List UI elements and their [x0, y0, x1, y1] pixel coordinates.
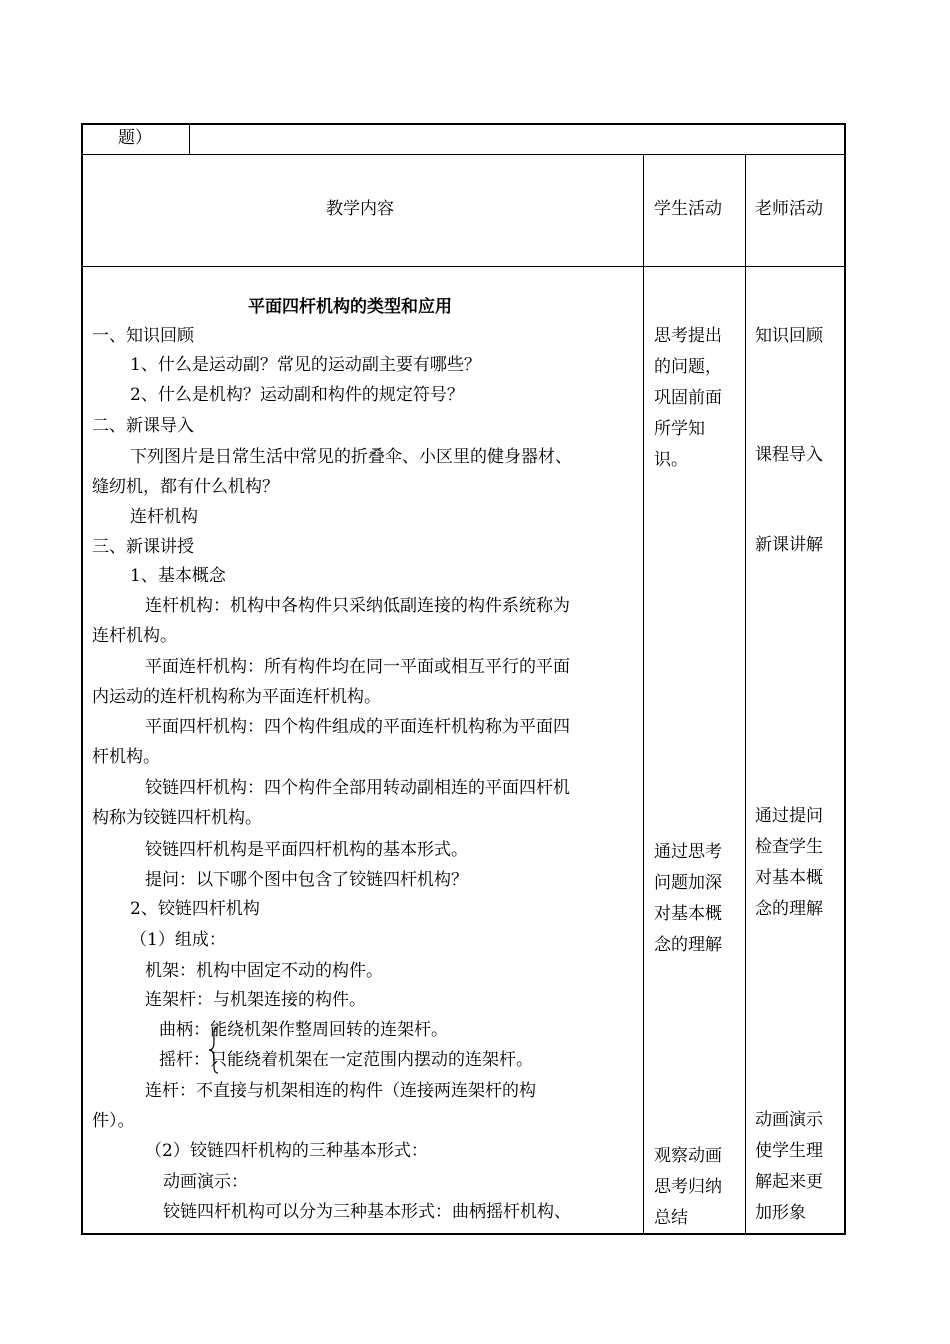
content-line: （2）铰链四杆机构的三种基本形式：: [145, 1141, 428, 1161]
top-row-divider: [189, 123, 190, 155]
content-line: 连架杆：与机架连接的构件。: [145, 990, 366, 1010]
student-activity-3: 观察动画 思考归纳 总结: [654, 1146, 722, 1228]
content-line: 1、什么是运动副？常见的运动副主要有哪些？: [130, 355, 481, 375]
teacher-activity-2: 课程导入: [755, 445, 823, 465]
content-line: 二、新课导入: [92, 416, 194, 436]
content-line: 铰链四杆机构：四个构件全部用转动副相连的平面四杆机: [145, 778, 570, 798]
col-divider-student: [745, 154, 746, 1235]
content-line: 内运动的连杆机构称为平面连杆机构。: [92, 687, 381, 707]
content-line: 平面连杆机构：所有构件均在同一平面或相互平行的平面: [145, 657, 570, 677]
header-content: 教学内容: [326, 199, 394, 219]
student-activity-1: 思考提出 的问题， 巩固前面 所学知 识。: [654, 326, 722, 470]
teacher-activity-1: 知识回顾: [755, 326, 823, 346]
content-line: 连杆机构。: [92, 626, 177, 646]
header-teacher: 老师活动: [755, 199, 823, 219]
content-line: 一、知识回顾: [92, 326, 194, 346]
content-line: 动画演示：: [163, 1172, 248, 1192]
content-line: 2、什么是机构？运动副和构件的规定符号？: [130, 385, 464, 405]
teacher-activity-5: 动画演示 使学生理 解起来更 加形象: [755, 1110, 823, 1223]
content-line: 1、基本概念: [130, 566, 226, 586]
content-line: 铰链四杆机构是平面四杆机构的基本形式。: [145, 840, 468, 860]
row-divider-header: [81, 266, 846, 267]
content-line: 铰链四杆机构可以分为三种基本形式：曲柄摇杆机构、: [163, 1202, 571, 1222]
content-line: 机架：机构中固定不动的构件。: [145, 961, 383, 981]
col-divider-content: [643, 154, 644, 1235]
row-divider-top: [81, 154, 846, 155]
teacher-activity-4: 通过提问 检查学生 对基本概 念的理解: [755, 806, 823, 919]
content-line: 杆机构。: [92, 747, 160, 767]
top-row-label: 题）: [118, 128, 152, 148]
content-line: 2、铰链四杆机构: [130, 899, 260, 919]
content-line: 连杆机构: [130, 507, 198, 527]
curly-brace-icon: [208, 1026, 220, 1074]
student-activity-2: 通过思考 问题加深 对基本概 念的理解: [654, 842, 722, 955]
content-line: 连杆机构：机构中各构件只采纳低副连接的构件系统称为: [145, 596, 570, 616]
section-title: 平面四杆机构的类型和应用: [248, 297, 452, 317]
header-student: 学生活动: [654, 199, 722, 219]
content-line: 三、新课讲授: [92, 537, 194, 557]
content-line: 摇杆：只能绕着机架在一定范围内摆动的连架杆。: [159, 1050, 533, 1070]
content-line: 缝纫机，都有什么机构？: [92, 477, 279, 497]
content-line: 件）。: [92, 1111, 135, 1131]
content-line: 连杆：不直接与机架相连的构件（连接两连架杆的构: [145, 1081, 536, 1101]
content-line: 构称为铰链四杆机构。: [92, 808, 262, 828]
teacher-activity-3: 新课讲解: [755, 535, 823, 555]
content-line: 下列图片是日常生活中常见的折叠伞、小区里的健身器材、: [130, 447, 572, 467]
content-line: 曲柄：能绕机架作整周回转的连架杆。: [159, 1020, 448, 1040]
content-line: 提问：以下哪个图中包含了铰链四杆机构？: [145, 870, 468, 890]
content-line: 平面四杆机构：四个构件组成的平面连杆机构称为平面四: [145, 717, 570, 737]
content-line: （1）组成：: [130, 930, 226, 950]
